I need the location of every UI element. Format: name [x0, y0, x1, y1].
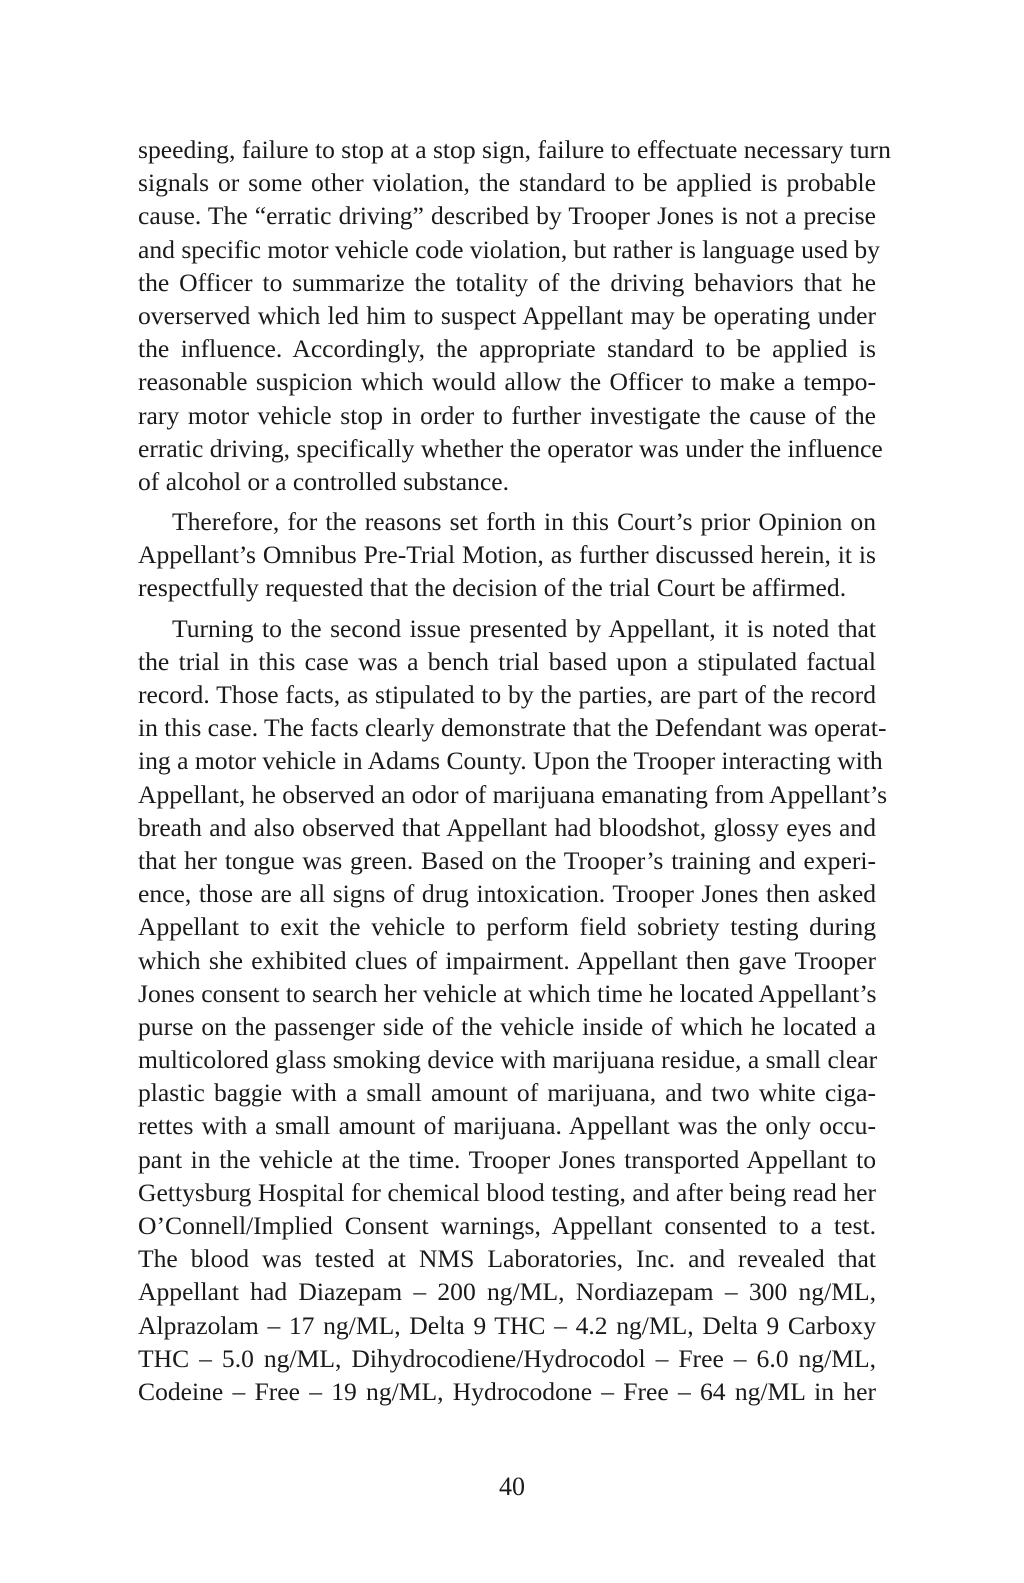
body-text [138, 133, 891, 1408]
text-line: Appellant had Diazepam – 200 ng/ML, Nordiazepam – 300 ng/ML, [138, 1277, 876, 1307]
text-line: rary motor vehicle stop in order to further investigate the cause of the [138, 400, 876, 430]
text-line: the trial in this case was a bench trial based upon a stipulated factual [138, 646, 876, 676]
text-line: Therefore, for the reasons set forth in this Court’s prior Opinion on [172, 507, 876, 537]
text-line: of alcohol or a controlled substance. [138, 466, 509, 496]
text-line: rettes with a small amount of marijuana. Appellant was the only occu- [138, 1111, 876, 1141]
text-line: Jones consent to search her vehicle at which time he located Appellant’s [138, 978, 877, 1008]
paragraph-gap [138, 605, 876, 612]
text-line: Appellant’s Omnibus Pre-Trial Motion, as further discussed herein, it is [138, 540, 876, 570]
text-line: Turning to the second issue presented by Appellant, it is noted that [172, 613, 876, 643]
text-line: Appellant, he observed an odor of marijuana emanating from Appellant’s [138, 779, 888, 809]
text-line: speeding, failure to stop at a stop sign, failure to effectuate necessary turn [138, 135, 891, 164]
text-line: reasonable suspicion which would allow the Officer to make a tempo- [138, 367, 876, 397]
text-line: Alprazolam – 17 ng/ML, Delta 9 THC – 4.2 ng/ML, Delta 9 Carboxy [138, 1310, 876, 1340]
text-line: multicolored glass smoking device with marijuana residue, a small clear [138, 1045, 878, 1075]
text-line: respectfully requested that the decision of the trial Court be affirmed. [138, 573, 847, 603]
paragraph-gap [138, 498, 876, 505]
text-line: THC – 5.0 ng/ML, Dihydrocodiene/Hydrocodol – Free – 6.0 ng/ML, [138, 1343, 876, 1373]
text-line: overserved which led him to suspect Appellant may be operating under [138, 300, 876, 330]
text-line: Appellant to exit the vehicle to perform field sobriety testing during [138, 912, 876, 942]
text-line: pant in the vehicle at the time. Trooper Jones transported Appellant to [138, 1144, 876, 1174]
text-line: ence, those are all signs of drug intoxication. Trooper Jones then asked [138, 879, 876, 909]
text-line: Codeine – Free – 19 ng/ML, Hydrocodone – Free – 64 ng/ML in her [138, 1376, 876, 1406]
text-line: that her tongue was green. Based on the Trooper’s training and experi- [138, 845, 876, 875]
text-line: The blood was tested at NMS Laboratories, Inc. and revealed that [138, 1244, 876, 1274]
paragraph [138, 133, 891, 498]
paragraph [138, 612, 888, 1409]
text-line: signals or some other violation, the standard to be applied is probable [138, 168, 876, 198]
text-line: plastic baggie with a small amount of marijuana, and two white ciga- [138, 1078, 876, 1108]
page-number: 40 [499, 1472, 525, 1501]
text-line: purse on the passenger side of the vehicle inside of which he located a [138, 1011, 876, 1041]
text-line: the Officer to summarize the totality of the driving behaviors that he [138, 267, 876, 297]
text-line: in this case. The facts clearly demonstrate that the Defendant was operat- [138, 713, 887, 743]
text-line: erratic driving, specifically whether the operator was under the influence [138, 433, 883, 463]
text-line: O’Connell/Implied Consent warnings, Appellant consented to a test. [138, 1211, 876, 1240]
text-line: and specific motor vehicle code violation, but rather is language used by [138, 234, 880, 264]
paragraph [138, 505, 876, 605]
text-line: Gettysburg Hospital for chemical blood testing, and after being read her [138, 1177, 876, 1207]
text-line: cause. The “erratic driving” described by Trooper Jones is not a precise [138, 201, 876, 231]
text-line: record. Those facts, as stipulated to by the parties, are part of the record [138, 680, 876, 709]
text-line: which she exhibited clues of impairment. Appellant then gave Trooper [138, 945, 876, 975]
text-line: ing a motor vehicle in Adams County. Upon the Trooper interacting with [138, 746, 883, 776]
text-line: breath and also observed that Appellant had bloodshot, glossy eyes and [138, 812, 876, 842]
text-line: the influence. Accordingly, the appropriate standard to be applied is [138, 334, 876, 364]
